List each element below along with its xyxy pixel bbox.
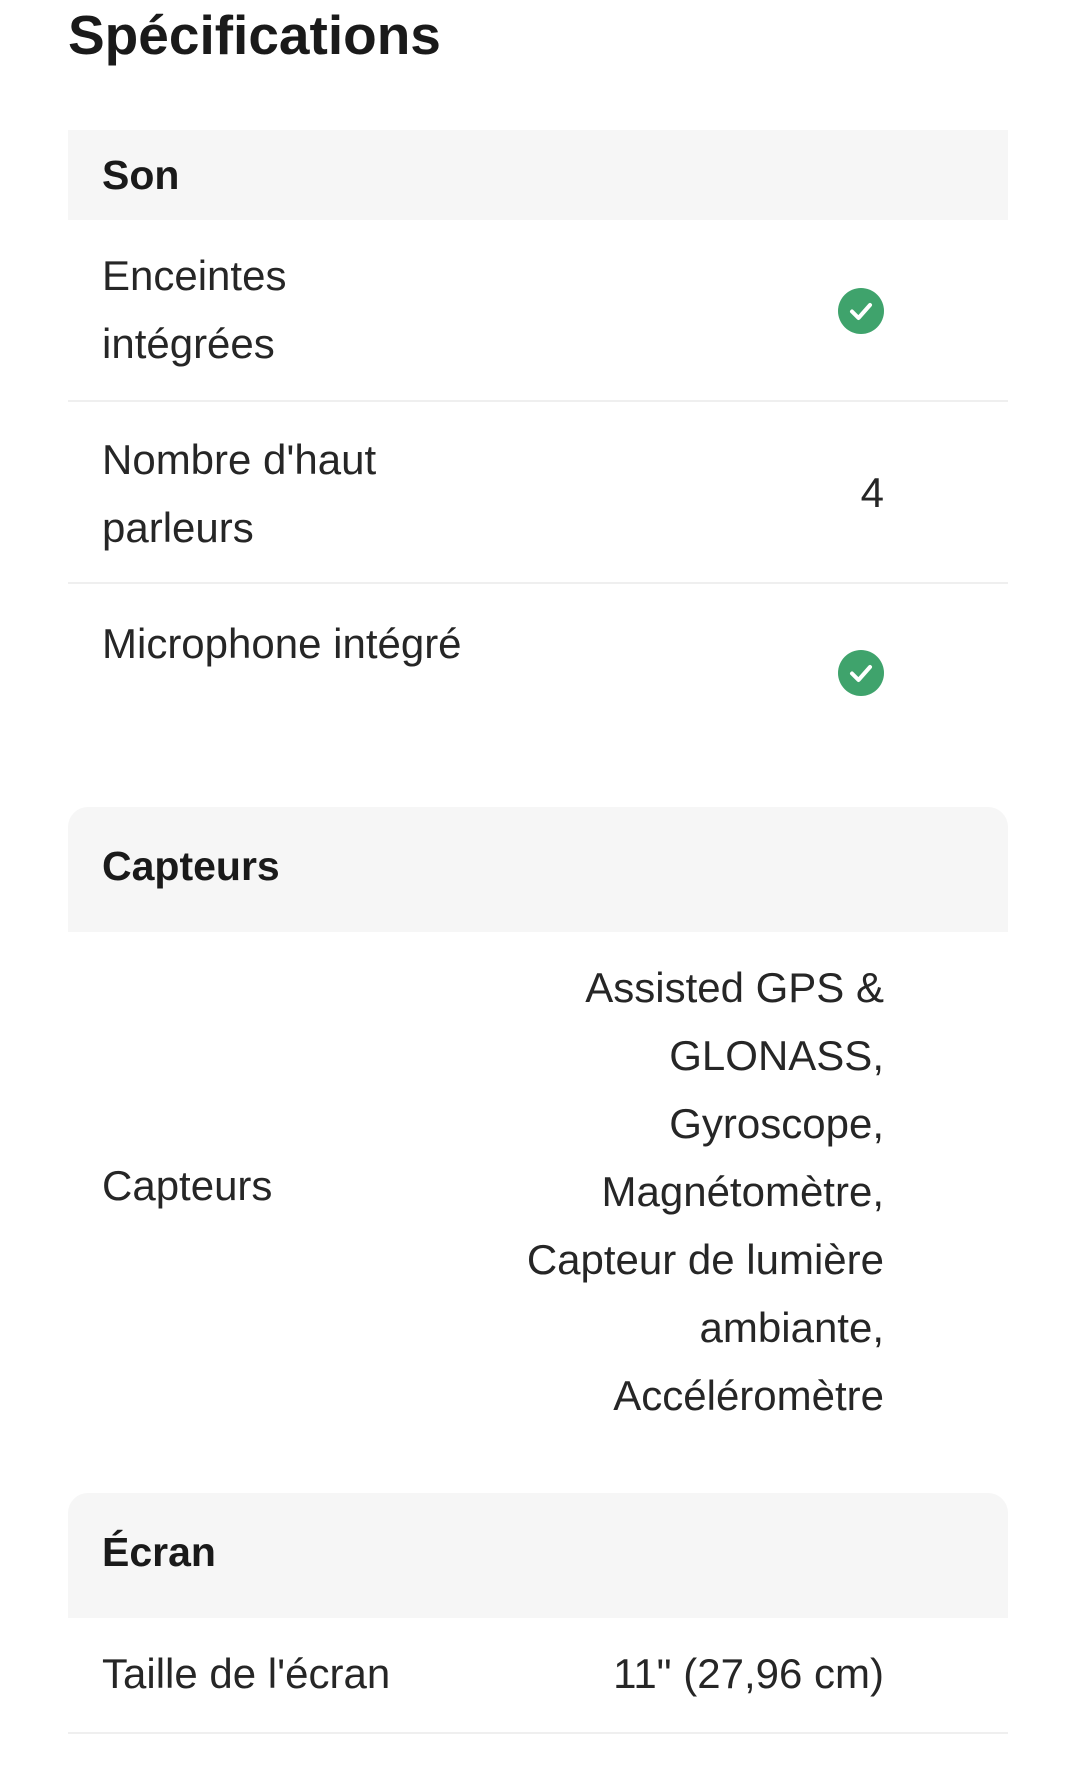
spec-label: Microphone intégré — [102, 620, 462, 667]
spec-label: Capteurs — [102, 1162, 273, 1209]
spec-row-enceintes — [68, 220, 1008, 402]
section-header-capteurs — [68, 807, 1008, 932]
section-header-ecran — [68, 1493, 1008, 1618]
spec-row-capteurs — [68, 932, 1008, 1432]
section-title: Capteurs — [102, 843, 280, 889]
section-header-son — [68, 130, 1008, 220]
spec-row-taille-ecran — [68, 1618, 1008, 1734]
spec-row-microphone — [68, 584, 1008, 780]
section-title: Écran — [102, 1529, 216, 1575]
spec-value: Assisted GPS & GLONASS, Gyroscope, Magnétomètre, Capteur de lumière ambiante, Accéléromètre — [526, 964, 884, 1419]
spec-row-haut-parleurs — [68, 402, 1008, 584]
check-circle-icon — [838, 288, 884, 334]
spec-value: 11" (27,96 cm) — [613, 1650, 884, 1697]
spec-label: Enceintes intégrées — [102, 252, 287, 367]
check-circle-icon — [838, 650, 884, 696]
section-title: Son — [102, 152, 180, 198]
spec-label: Nombre d'haut parleurs — [102, 436, 377, 551]
page-title: Spécifications — [68, 4, 441, 66]
spec-value: 4 — [860, 469, 884, 516]
spec-label: Taille de l'écran — [102, 1650, 391, 1697]
